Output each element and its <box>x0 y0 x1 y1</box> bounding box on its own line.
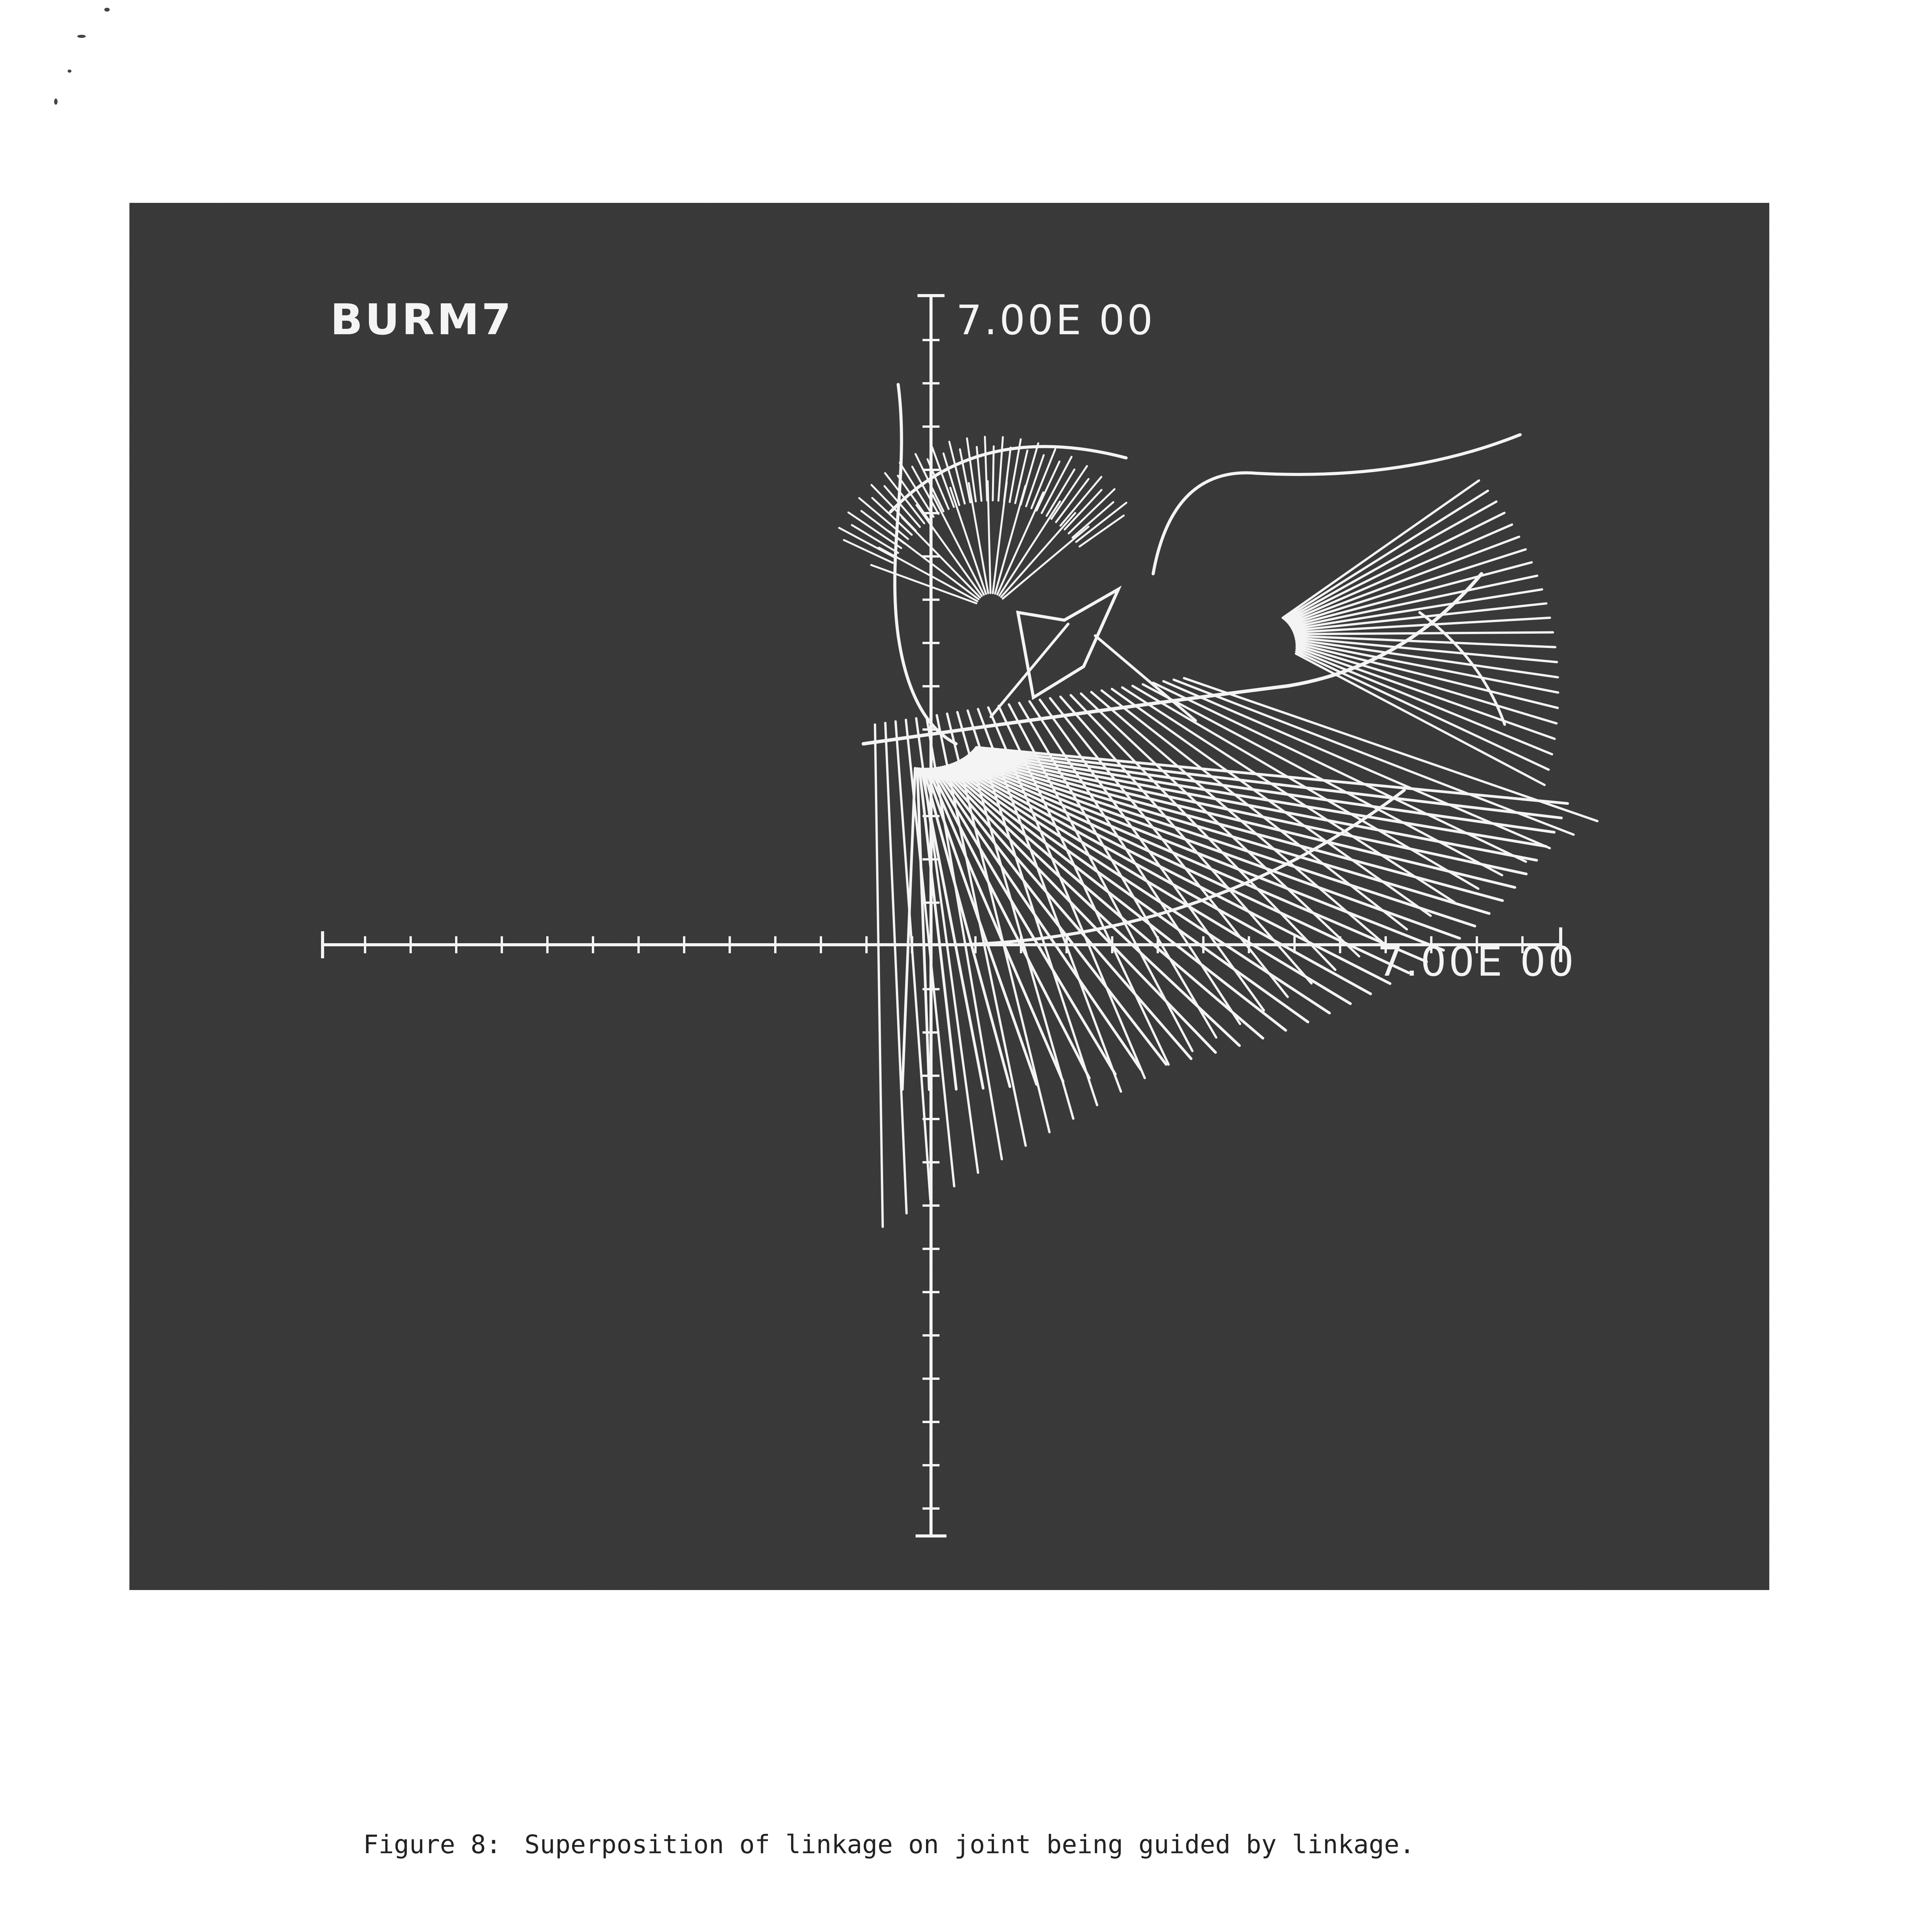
x-axis-max-label: 7.00E 00 <box>1377 938 1577 985</box>
plot-photograph <box>129 203 1769 1590</box>
figure-number: Figure 8: <box>363 1830 501 1859</box>
program-label: BURM7 <box>330 295 513 344</box>
scan-speck <box>104 8 110 12</box>
scan-speck <box>77 35 86 38</box>
scan-speck <box>68 70 71 73</box>
linkage-plot <box>129 203 1769 1590</box>
y-axis-max-label: 7.00E 00 <box>956 297 1155 344</box>
scan-speck <box>54 99 58 105</box>
linkage-line <box>993 446 994 500</box>
figure-caption-text: Superposition of linkage on joint being guided by linkage. <box>524 1830 1415 1859</box>
film-grain-texture <box>129 203 1769 1590</box>
figure-caption <box>363 1830 1677 1859</box>
